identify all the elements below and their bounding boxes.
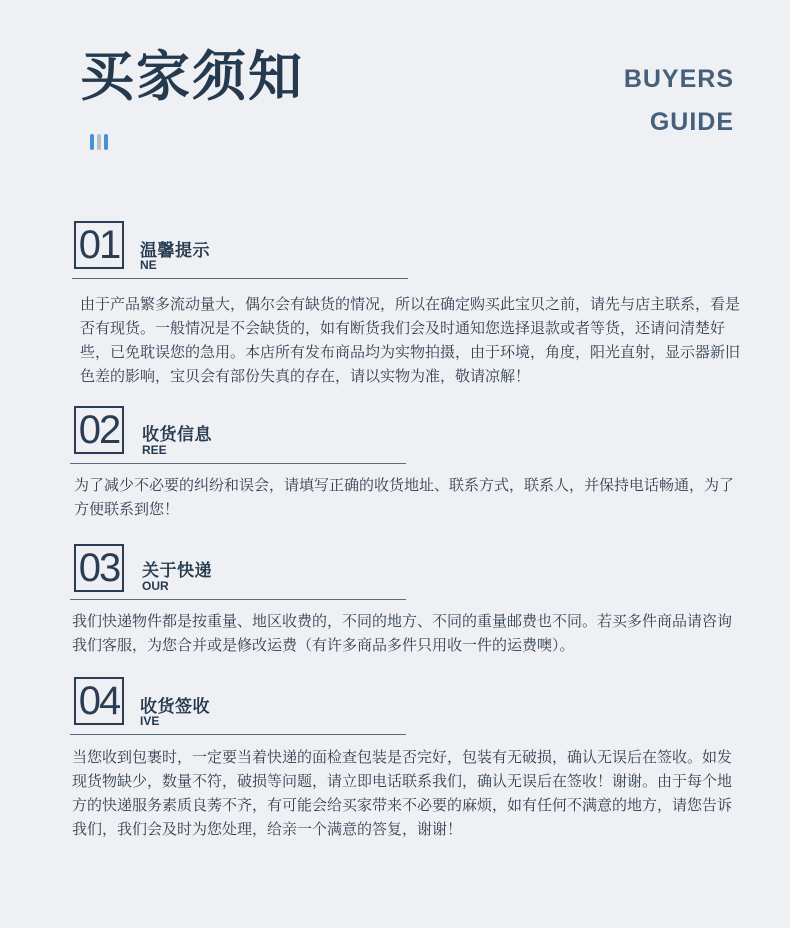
section-number: 01 — [74, 221, 124, 269]
accent-bars-icon — [90, 134, 111, 150]
section-subtitle: NE — [140, 258, 157, 272]
section-divider — [72, 278, 408, 279]
section-subtitle: REE — [142, 443, 167, 457]
accent-bar — [104, 134, 108, 150]
section-divider — [70, 599, 406, 600]
section-body: 由于产品繁多流动量大，偶尔会有缺货的情况，所以在确定购买此宝贝之前，请先与店主联系，看是否有现货。一般情况是不会缺货的，如有断货我们会及时通知您选择退款或者等货，还请问清楚好些，已免耽误您的急用。本店所有发布商品均为实物拍摄，由于环境，角度，阳光直射，显示器新旧色差的影响，宝贝会有部份失真的存在，请以实物为准，敬请凉解！ — [80, 295, 741, 385]
section-title: 收货信息 — [142, 425, 212, 445]
section-body: 我们快递物件都是按重量、地区收费的，不同的地方、不同的重量邮费也不同。若买多件商品请咨询我们客服，为您合并或是修改运费（有许多商品多件只用收一件的运费噢）。 — [72, 612, 733, 654]
section-body: 为了减少不必要的纠纷和误会，请填写正确的收货地址、联系方式，联系人，并保持电话畅通，为了方便联系到您！ — [74, 476, 735, 518]
section-divider — [70, 463, 406, 464]
english-title-line1: BUYERS — [623, 65, 734, 93]
accent-bar — [97, 134, 101, 150]
section-title: 关于快递 — [142, 561, 212, 581]
section-number: 04 — [74, 677, 124, 725]
section-title: 温馨提示 — [140, 241, 210, 261]
section-body: 当您收到包裹时，一定要当着快递的面检查包装是否完好，包装有无破损，确认无误后在签收。如发现货物缺少，数量不符，破损等问题，请立即电话联系我们，确认无误后在签收！谢谢。由于每个地方的快递服务素质良莠不齐，有可能会给买家带来不必要的麻烦，如有任何不满意的地方，请您告诉我们，我们会及时为您处理，给亲一个满意的答复，谢谢！ — [72, 748, 733, 838]
accent-bar — [90, 134, 94, 150]
section-subtitle: IVE — [140, 714, 160, 728]
section-number: 02 — [74, 406, 124, 454]
section-title: 收货签收 — [140, 697, 210, 717]
section-number: 03 — [74, 544, 124, 592]
section-subtitle: OUR — [142, 579, 169, 593]
english-title — [624, 58, 734, 144]
english-title-line2: GUIDE — [649, 108, 734, 136]
section-divider — [70, 734, 406, 735]
page-title: 买家须知 — [80, 45, 304, 108]
